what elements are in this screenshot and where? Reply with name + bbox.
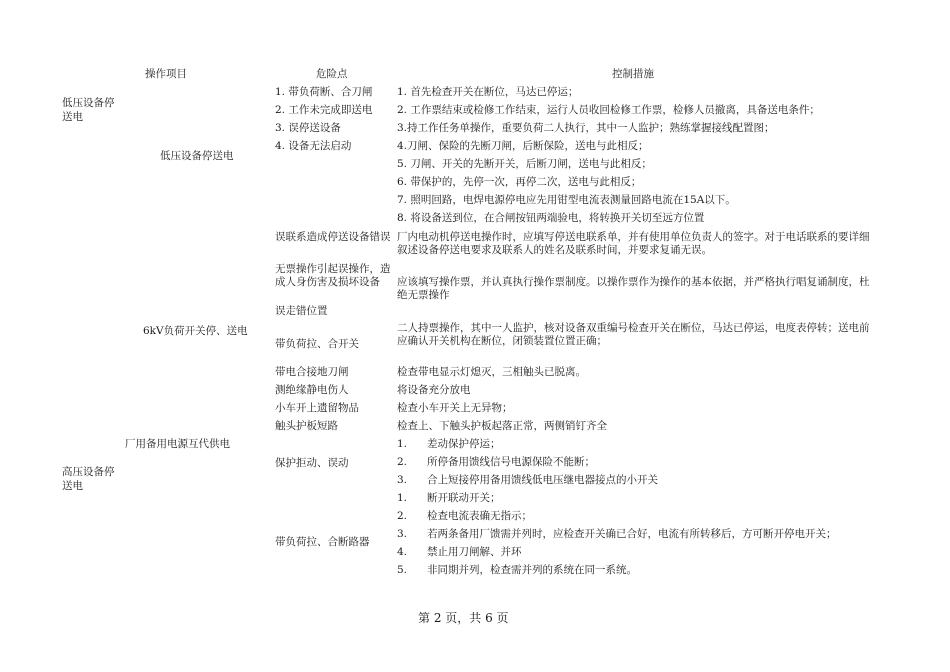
- measure-item: 8. 将设备送到位，在合闸按钮两端验电，将转换开关切至远方位置: [397, 212, 705, 224]
- measure-item: 禁止用刀闸解、并环: [427, 546, 522, 558]
- risk-item: 触头护板短路: [275, 420, 338, 432]
- risk-item: 3. 误停送设备: [275, 122, 341, 134]
- measure-item: 2. 工作票结束或检修工作结束，运行人员收回检修工作票，检修人员撤离，具备送电条件；: [397, 104, 820, 116]
- measure-number: 1.: [397, 492, 408, 504]
- item-lv-line2: 送电: [62, 111, 83, 123]
- risk-item: 小车开上遗留物品: [275, 402, 359, 414]
- measure-number: 3.: [397, 528, 408, 540]
- risk-item: 带电合接地刀闸: [275, 366, 349, 378]
- risk-item: 误走错位置: [275, 305, 328, 317]
- risk-item: 带负荷拉、合开关: [275, 338, 359, 350]
- risk-item: 1. 带负荷断、合刀闸: [275, 86, 373, 98]
- header-measure: 控制措施: [612, 68, 654, 80]
- measure-item: 检查小车开关上无异物；: [397, 402, 513, 414]
- risk-item: 误联系造成停送设备错误: [275, 231, 391, 243]
- measure-item: 断开联动开关；: [427, 492, 501, 504]
- risk-item: 测绝缘静电伤人: [275, 384, 349, 396]
- measure-item: 4.刀闸、保险的先断刀闸，后断保险，送电与此相反；: [397, 140, 649, 152]
- item-backup-supply: 厂用备用电源互代供电: [125, 438, 230, 450]
- header-risk: 危险点: [316, 68, 348, 80]
- measure-item: 二人持票操作，其中一人监护，核对设备双重编号检查开关在断位，马达已停运，电度表停转；送电前应确认开关机构在断位，闭锁装置位置正确；: [397, 322, 870, 347]
- measure-item: 将设备充分放电: [397, 384, 471, 396]
- page-number: 第 2 页，共 6 页: [418, 611, 509, 625]
- header-item: 操作项目: [145, 68, 187, 80]
- measure-item: 7. 照明回路，电焊电源停电应先用钳型电流表测量回路电流在15A以下。: [397, 194, 736, 206]
- measure-item: 若两条备用厂馈需并列时，应检查开关确已合好，电流有所转移后，方可断开停电开关；: [427, 528, 837, 540]
- measure-number: 3.: [397, 474, 408, 486]
- measure-item: 非同期并列，检查需并列的系统在同一系统。: [427, 564, 637, 576]
- measure-item: 检查电流表确无指示；: [427, 510, 532, 522]
- measure-item: 6. 带保护的，先停一次，再停二次，送电与此相反；: [397, 176, 642, 188]
- measure-number: 1.: [397, 438, 408, 450]
- measure-item: 5. 刀闸、开关的先断开关，后断刀闸，送电与此相反；: [397, 158, 652, 170]
- measure-item: 检查带电显示灯熄灭，三相触头已脱离。: [397, 366, 586, 378]
- risk-item: 2. 工作未完成即送电: [275, 104, 373, 116]
- measure-item: 应该填写操作票，并认真执行操作票制度。以操作票作为操作的基本依据，并严格执行唱复诵制度，杜绝无票操作: [397, 276, 870, 301]
- measure-number: 2.: [397, 456, 408, 468]
- item-6kv: 6kV负荷开关停、送电: [143, 325, 248, 337]
- measure-item: 厂内电动机停送电操作时，应填写停送电联系单，并有使用单位负责人的签字。对于电话联系的要详细叙述设备停送电要求及联系人的姓名及联系时间，并要求复诵无误。: [397, 231, 870, 256]
- measure-item: 合上短接停用备用馈线低电压继电器接点的小开关: [427, 474, 658, 486]
- item-lv-line1: 低压设备停: [62, 97, 115, 109]
- risk-item: 4. 设备无法启动: [275, 140, 352, 152]
- measure-item: 检查上、下触头护板起落正常，两侧销钉齐全: [397, 420, 607, 432]
- item-hv-line2: 送电: [62, 480, 83, 492]
- measure-item: 3.持工作任务单操作，重要负荷二人执行，其中一人监护；熟练掌握接线配置图；: [397, 122, 775, 134]
- item-lv-center: 低压设备停送电: [160, 150, 234, 162]
- risk-item: 无票操作引起误操作，造成人身伤害及损坏设备: [275, 263, 391, 288]
- risk-item: 带负荷拉、合断路器: [275, 536, 370, 548]
- measure-number: 4.: [397, 546, 408, 558]
- measure-item: 差动保护停运；: [427, 438, 501, 450]
- measure-item: 所停备用馈线信号电源保险不能断；: [427, 456, 595, 468]
- measure-number: 2.: [397, 510, 408, 522]
- measure-number: 5.: [397, 564, 408, 576]
- measure-item: 1. 首先检查开关在断位，马达已停运；: [397, 86, 579, 98]
- risk-item: 保护拒动、误动: [275, 457, 349, 469]
- item-hv-line1: 高压设备停: [62, 466, 115, 478]
